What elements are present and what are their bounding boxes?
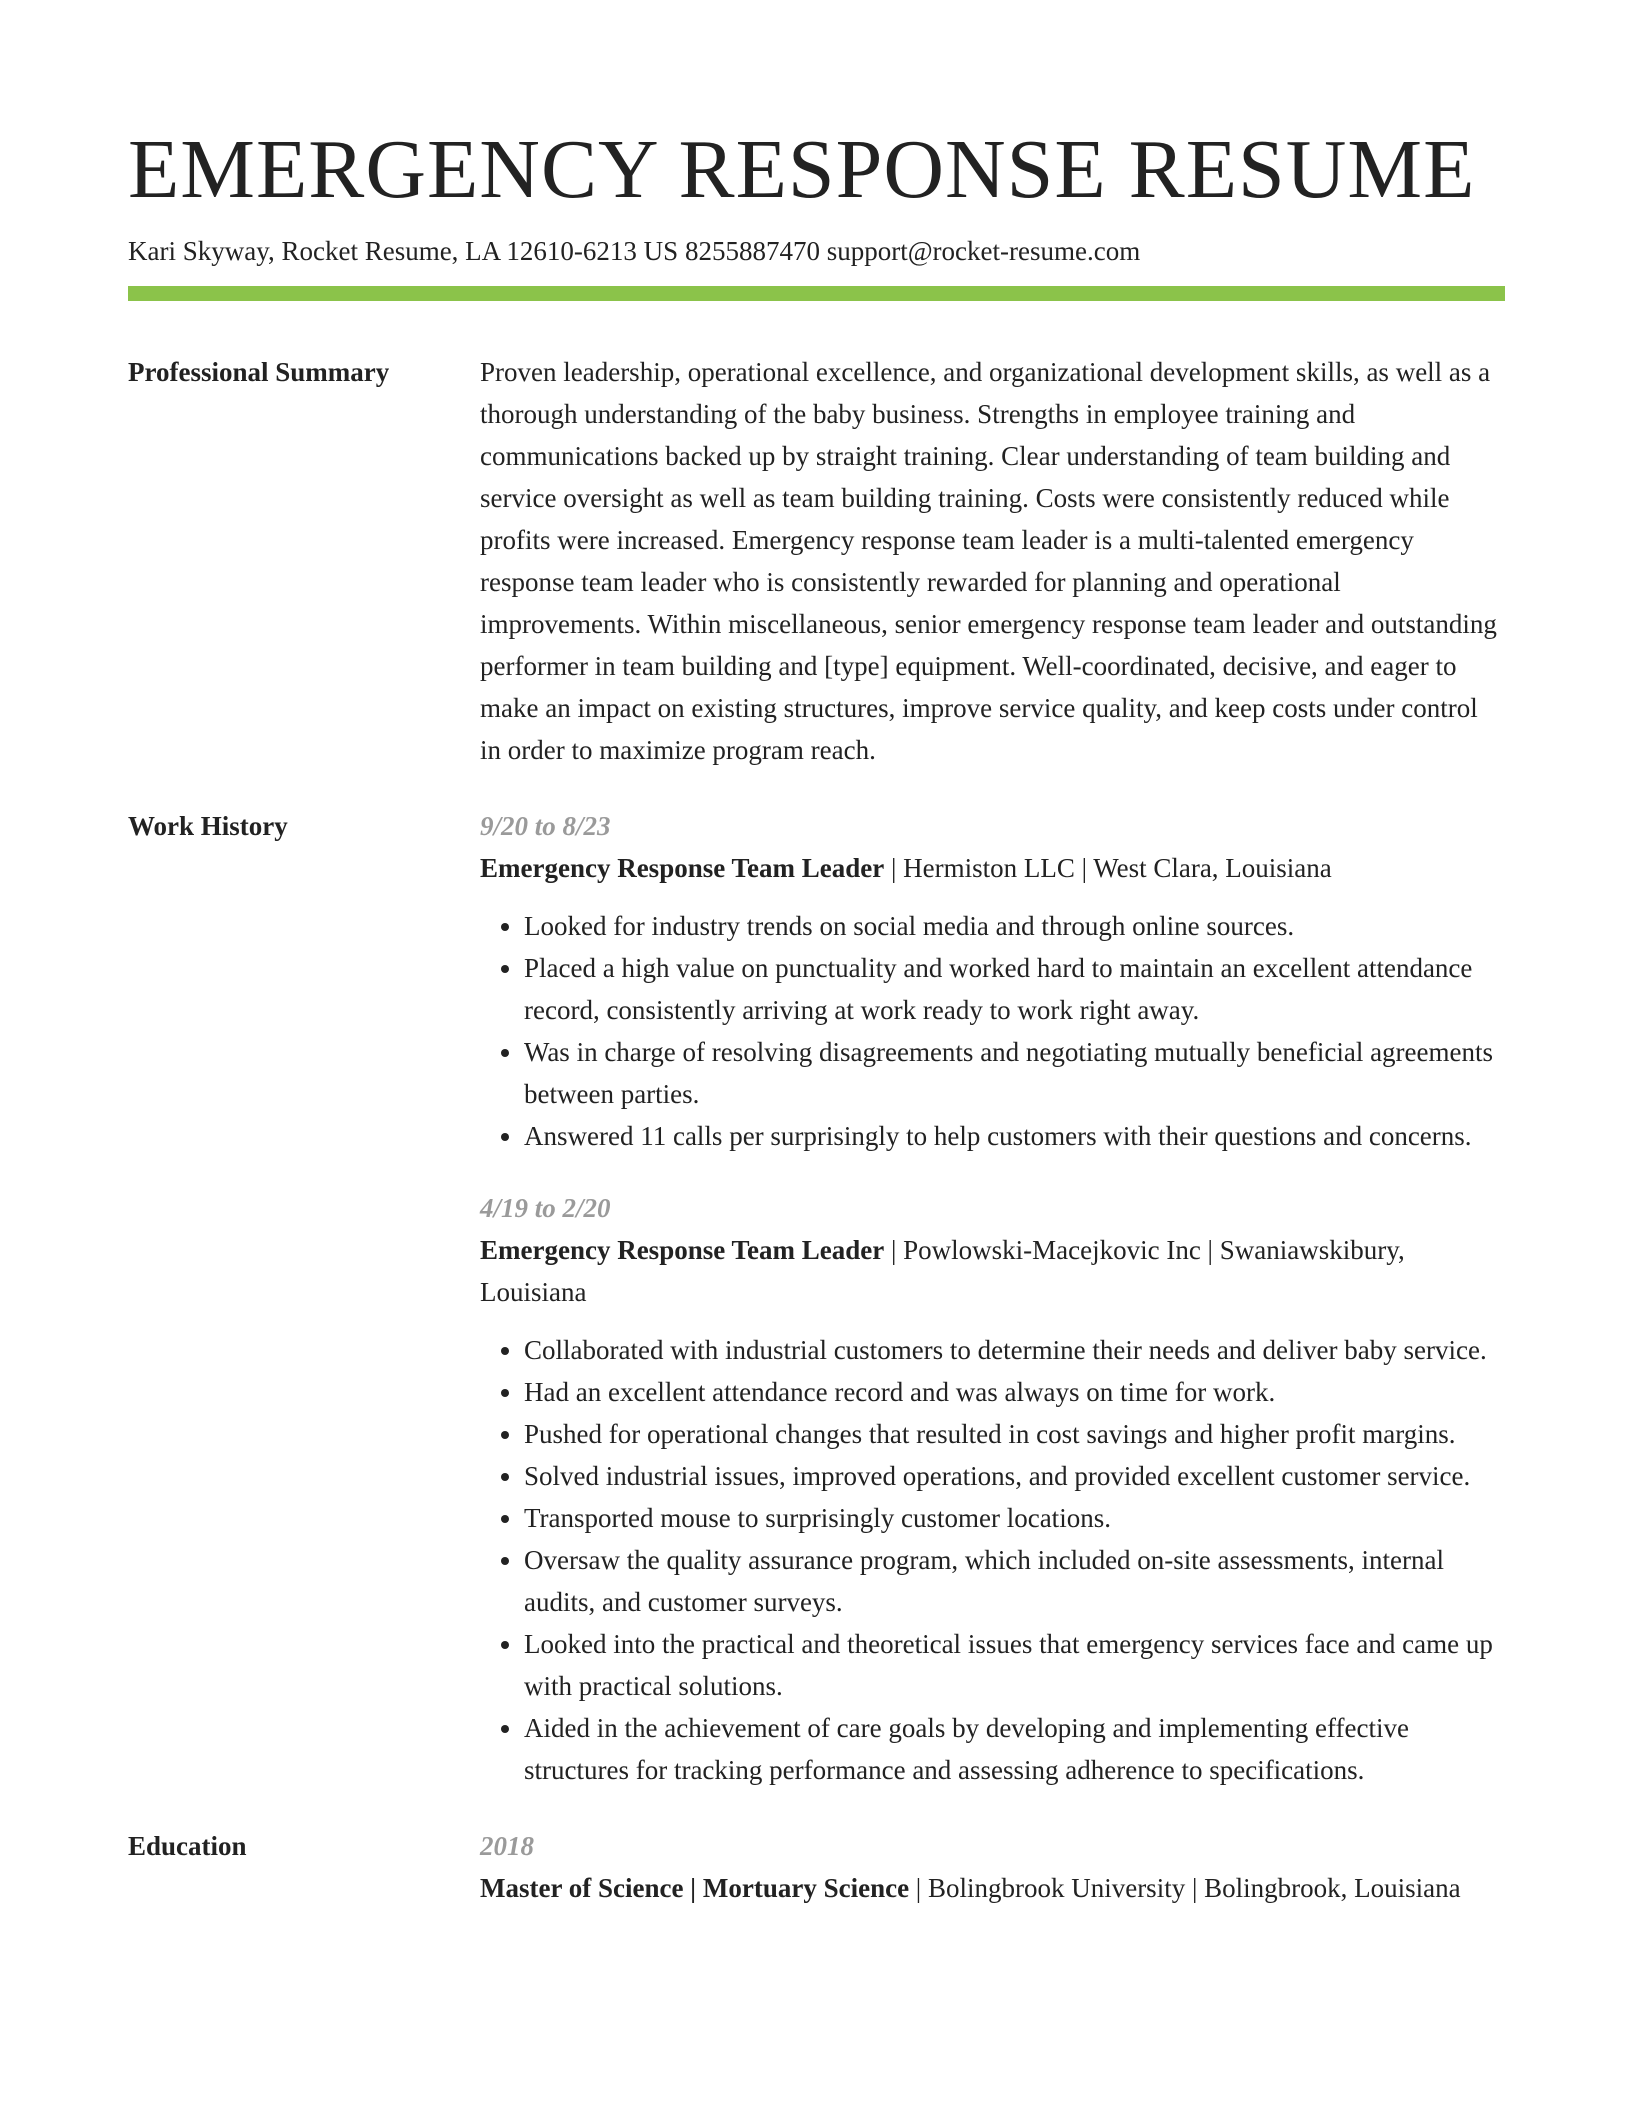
job-bullet: • Transported mouse to surprisingly customer locations. <box>524 1497 1505 1539</box>
job-title: Emergency Response Team Leader <box>480 853 885 883</box>
job-bullet: • Answered 11 calls per surprisingly to help customers with their questions and concerns. <box>524 1115 1505 1157</box>
contact-line: Kari Skyway, Rocket Resume, LA 12610-6213 US 8255887470 support@rocket-resume.com <box>128 236 1141 266</box>
education-section <box>128 1825 1505 1909</box>
accent-divider <box>128 286 1505 301</box>
summary-text: Proven leadership, operational excellence, and organizational development skills, as well as a thorough understanding of the baby business. Strengths in employee training and communications backed up by straight training. Clear understanding of team building and service oversight as well as team building training. Costs were consistently reduced while profits were increased. Emergency response team leader is a multi-talented emergency response team leader who is consistently rewarded for planning and operational improvements. Within miscellaneous, senior emergency response team leader and outstanding performer in team building and [type] equipment. Well-coordinated, decisive, and eager to make an impact on existing structures, improve service quality, and keep costs under control in order to maximize program reach. <box>480 357 1497 765</box>
job-heading <box>480 847 1505 889</box>
job-bullet: • Aided in the achievement of care goals by developing and implementing effective structures for tracking performance and assessing adherence to specifications. <box>524 1707 1505 1791</box>
job-employer-location: | Hermiston LLC | West Clara, Louisiana <box>884 853 1332 883</box>
job-bullet-list <box>480 905 1505 1157</box>
job-bullet: • Pushed for operational changes that resulted in cost savings and higher profit margins. <box>524 1413 1505 1455</box>
school-location: | Bolingbrook University | Bolingbrook, Louisiana <box>909 1873 1461 1903</box>
job-bullet: • Solved industrial issues, improved operations, and provided excellent customer service. <box>524 1455 1505 1497</box>
job-employer-location: | Powlowski-Macejkovic Inc | Swaniawskibury, Louisiana <box>480 1235 1405 1307</box>
job-bullet: • Collaborated with industrial customers to determine their needs and deliver baby service. <box>524 1329 1505 1371</box>
section-label-summary: Professional Summary <box>128 357 390 387</box>
education-heading <box>480 1867 1505 1909</box>
job-title: Emergency Response Team Leader <box>480 1235 885 1265</box>
job-heading <box>480 1229 1505 1313</box>
summary-body <box>480 351 1505 771</box>
job-bullet: • Was in charge of resolving disagreements and negotiating mutually beneficial agreements between parties. <box>524 1031 1505 1115</box>
job-dates: 4/19 to 2/20 <box>480 1193 611 1223</box>
section-label-education: Education <box>128 1831 247 1861</box>
job-bullet-list <box>480 1329 1505 1791</box>
job-dates: 9/20 to 8/23 <box>480 811 611 841</box>
job-entry <box>480 1187 1505 1791</box>
resume-title: EMERGENCY RESPONSE RESUME <box>128 123 1476 216</box>
job-bullet: • Placed a high value on punctuality and worked hard to maintain an excellent attendance record, consistently arriving at work ready to work right away. <box>524 947 1505 1031</box>
degree-title: Master of Science | Mortuary Science <box>480 1873 910 1903</box>
work-body <box>480 805 1505 1791</box>
job-bullet: • Looked for industry trends on social media and through online sources. <box>524 905 1505 947</box>
education-year: 2018 <box>480 1831 534 1861</box>
work-history-section <box>128 805 1505 1791</box>
job-entry <box>480 805 1505 1157</box>
job-bullet: • Oversaw the quality assurance program, which included on-site assessments, internal audits, and customer surveys. <box>524 1539 1505 1623</box>
job-bullet: • Looked into the practical and theoretical issues that emergency services face and came up with practical solutions. <box>524 1623 1505 1707</box>
professional-summary-section <box>128 351 1505 771</box>
job-bullet: • Had an excellent attendance record and was always on time for work. <box>524 1371 1505 1413</box>
education-body <box>480 1825 1505 1909</box>
resume-page <box>128 0 1505 1909</box>
section-label-work: Work History <box>128 811 288 841</box>
